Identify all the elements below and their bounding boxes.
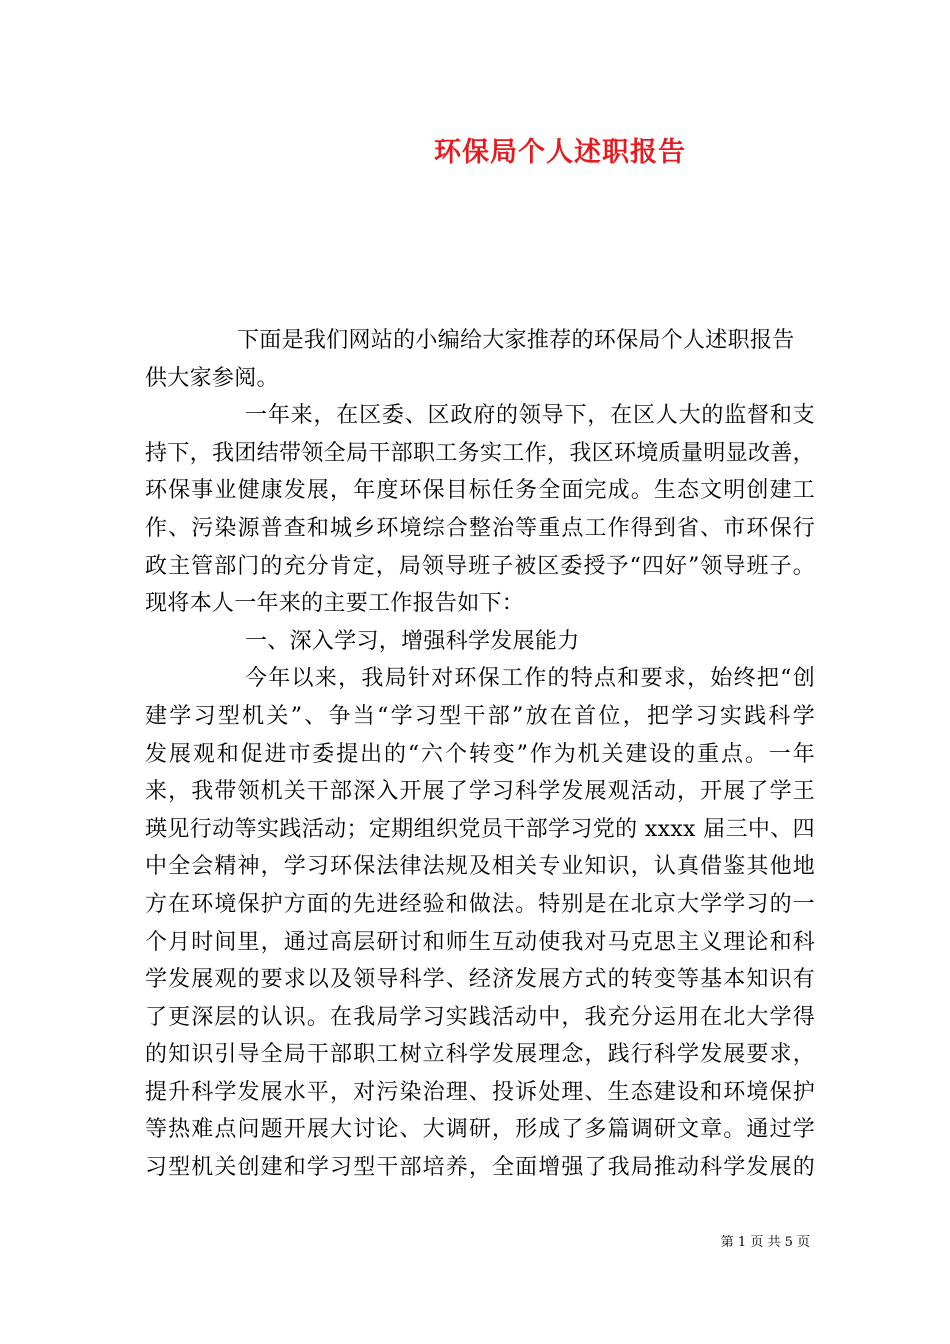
text-line: 了更深层的认识。在我局学习实践活动中，我充分运用在北大学得 [145, 1004, 815, 1030]
text-line: 的知识引导全局干部职工树立科学发展理念，践行科学发展要求， [145, 1042, 815, 1068]
page-footer: 第 1 页 共 5 页 [720, 1235, 810, 1250]
text-line: 政主管部门的充分肯定，局领导班子被区委授予“四好”领导班子。 [145, 553, 815, 579]
text-line: 学发展观的要求以及领导科学、经济发展方式的转变等基本知识有 [145, 967, 815, 993]
text-line: 等热难点问题开展大讨论、大调研，形成了多篇调研文章。通过学 [145, 1117, 815, 1143]
text-line: 现将本人一年来的主要工作报告如下： [145, 591, 525, 617]
text-line: 提升科学发展水平，对污染治理、投诉处理、生态建设和环境保护 [145, 1079, 815, 1105]
text-line: 下面是我们网站的小编给大家推荐的环保局个人述职报告 [237, 328, 795, 353]
document-body [145, 322, 815, 1187]
text-line: 作、污染源普查和城乡环境综合整治等重点工作得到省、市环保行 [145, 515, 815, 541]
text-line: 供大家参阅。 [145, 365, 279, 391]
text-line: 一年来，在区委、区政府的领导下，在区人大的监督和支 [245, 403, 815, 429]
text-line: 习型机关创建和学习型干部培养，全面增强了我局推动科学发展的 [145, 1155, 815, 1181]
text-line: 瑛见行动等实践活动；定期组织党员干部学习党的 xxxx 届三中、四 [145, 816, 815, 842]
text-line: 方在环境保护方面的先进经验和做法。特别是在北京大学学习的一 [145, 891, 815, 917]
text-line: 今年以来，我局针对环保工作的特点和要求，始终把“创 [245, 666, 815, 692]
text-line: 一、深入学习，增强科学发展能力 [245, 628, 580, 654]
text-line: 来，我带领机关干部深入开展了学习科学发展观活动，开展了学王 [145, 779, 815, 805]
text-line: 个月时间里，通过高层研讨和师生互动使我对马克思主义理论和科 [145, 929, 815, 955]
text-line: 建学习型机关”、争当“学习型干部”放在首位，把学习实践科学 [145, 703, 815, 729]
text-line: 发展观和促进市委提出的“六个转变”作为机关建设的重点。一年 [145, 741, 815, 767]
document-title: 环保局个人述职报告 [434, 137, 686, 168]
text-line: 持下，我团结带领全局干部职工务实工作，我区环境质量明显改善， [145, 440, 815, 466]
text-line: 环保事业健康发展，年度环保目标任务全面完成。生态文明创建工 [145, 478, 815, 504]
text-line: 中全会精神，学习环保法律法规及相关专业知识，认真借鉴其他地 [145, 854, 815, 880]
